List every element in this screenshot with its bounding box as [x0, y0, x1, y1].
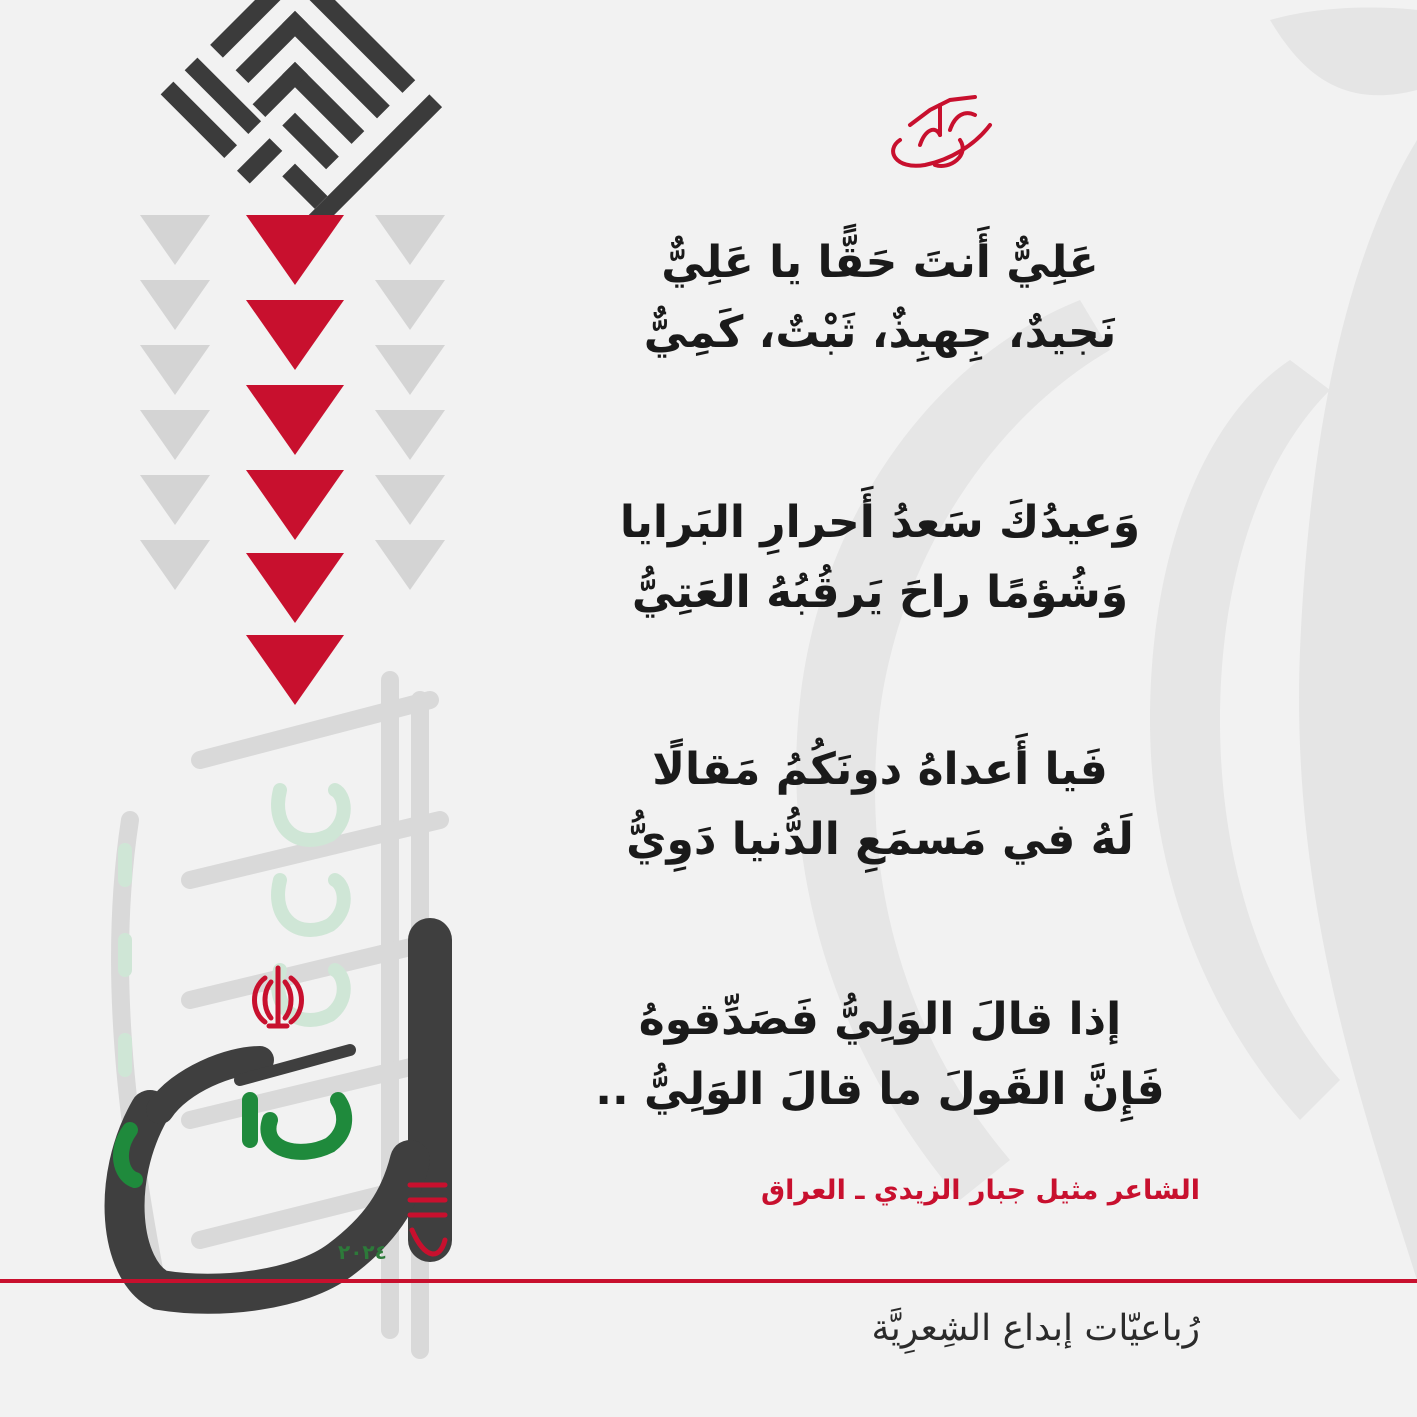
verse-line: فَإِنَّ القَولَ ما قالَ الوَلِيُّ ..	[595, 1064, 1165, 1115]
year-label: ٢٠٢٤	[338, 1240, 387, 1264]
stanza-4	[560, 985, 1200, 1125]
stanza-2	[560, 488, 1200, 628]
stanza-1	[560, 228, 1200, 368]
poet-credit: الشاعر مثيل جبار الزيدي ـ العراق	[761, 1175, 1200, 1206]
verse-line: نَجيدٌ، جِهبِذٌ، ثَبْتٌ، كَمِيٌّ	[643, 307, 1117, 358]
verse-line: لَهُ في مَسمَعِ الدُّنيا دَوِيُّ	[626, 814, 1134, 865]
footer-title: رُباعيّات إبداع الشِعرِيَّة	[871, 1308, 1200, 1349]
iran-emblem-icon	[243, 960, 313, 1035]
divider-line	[0, 1279, 1417, 1283]
calligraphy-logo-icon	[880, 85, 1000, 175]
verse-line: فَيا أَعداهُ دونَكُمُ مَقالًا	[652, 744, 1108, 795]
verse-line: عَلِيٌّ أَنتَ حَقًّا يا عَلِيٌّ	[661, 237, 1099, 288]
verse-line: إذا قالَ الوَلِيُّ فَصَدِّقوهُ	[638, 994, 1122, 1045]
verse-line: وَعيدُكَ سَعدُ أَحرارِ البَرايا	[619, 497, 1141, 548]
verse-line: وَشُؤمًا راحَ يَرقُبُهُ العَتِيُّ	[631, 567, 1129, 618]
stanza-3	[560, 735, 1200, 875]
